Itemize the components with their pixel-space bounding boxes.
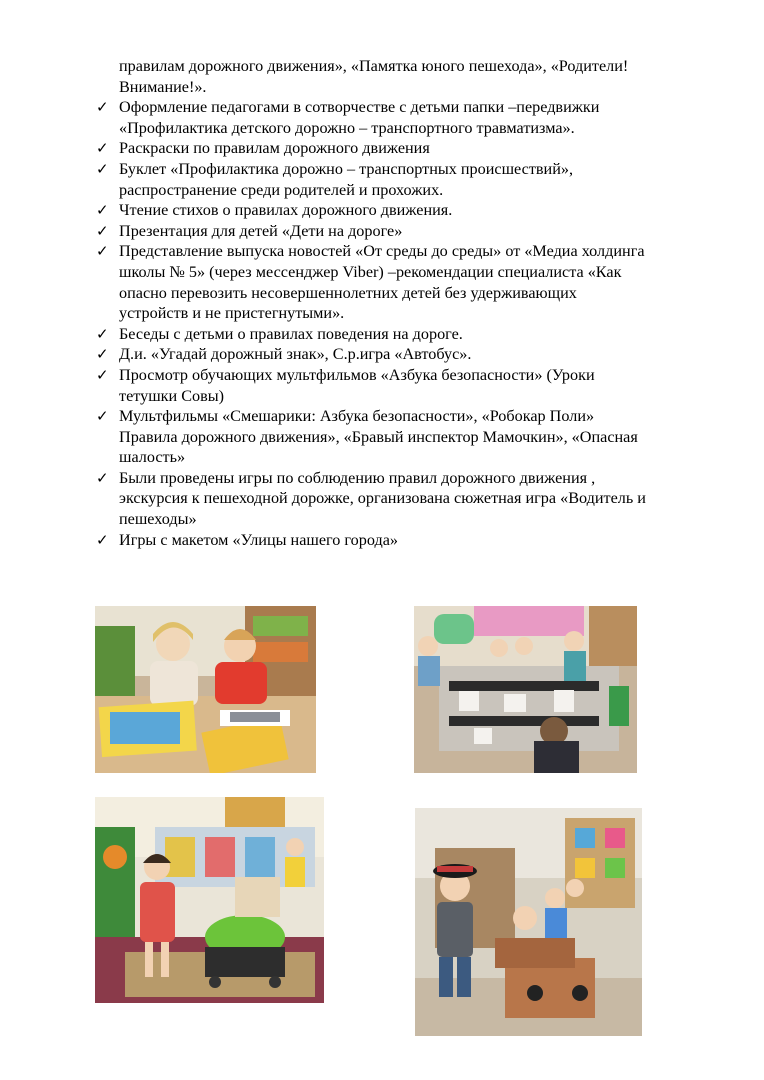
intro-continuation <box>96 56 736 97</box>
intro-line: Внимание!». <box>119 77 207 96</box>
checklist-item-line: шалость» <box>119 448 186 467</box>
checklist-item <box>96 530 736 551</box>
check-mark-icon: ✓ <box>96 159 109 178</box>
checklist-item <box>96 97 736 138</box>
checklist-item-line: Представление выпуска новостей «От среды до среды» от «Медиа холдинга <box>119 242 645 261</box>
checklist-item <box>96 221 736 242</box>
check-mark-icon: ✓ <box>96 221 109 240</box>
checklist-item-line: Были проведены игры по соблюдению правил дорожного движения , <box>119 468 596 487</box>
checklist-item <box>96 406 736 468</box>
checklist-item-line: Беседы с детьми о правилах поведения на дороге. <box>119 324 463 343</box>
checklist-item-line: Д.и. «Угадай дорожный знак», С.р.игра «Автобус». <box>119 345 472 364</box>
check-mark-icon: ✓ <box>96 345 109 364</box>
checklist-item <box>96 324 736 345</box>
photo-children-coloring-books <box>95 606 316 773</box>
check-mark-icon: ✓ <box>96 468 109 487</box>
checklist-item <box>96 241 736 323</box>
checklist-item-line: школы № 5» (через мессенджер Viber) –рекомендации специалиста «Как <box>119 262 622 281</box>
check-mark-icon: ✓ <box>96 242 109 261</box>
checklist-item <box>96 365 736 406</box>
check-mark-icon: ✓ <box>96 530 109 549</box>
checklist-item-line: «Профилактика детского дорожно – транспортного травматизма». <box>119 118 575 137</box>
check-mark-icon: ✓ <box>96 365 109 384</box>
checklist-item-line: распространение среди родителей и прохожих. <box>119 180 444 199</box>
checklist-item-line: устройств и не пристегнутыми». <box>119 304 345 323</box>
photo-children-driver-game <box>415 808 642 1036</box>
check-mark-icon: ✓ <box>96 324 109 343</box>
checklist-item <box>96 138 736 159</box>
checklist-item-line: Буклет «Профилактика дорожно – транспортных происшествий», <box>119 159 574 178</box>
checklist-item-line: Правила дорожного движения», «Бравый инспектор Мамочкин», «Опасная <box>119 427 638 446</box>
text-block <box>96 56 736 550</box>
checklist-item-line: пешеходы» <box>119 510 197 529</box>
check-mark-icon: ✓ <box>96 98 109 117</box>
checklist-item-line: Раскраски по правилам дорожного движения <box>119 139 430 158</box>
checklist-item <box>96 159 736 200</box>
checklist-item-line: Мультфильмы «Смешарики: Азбука безопасности», «Робокар Поли» <box>119 407 595 426</box>
checklist-item-line: Просмотр обучающих мультфильмов «Азбука безопасности» (Уроки <box>119 365 595 384</box>
check-mark-icon: ✓ <box>96 201 109 220</box>
photo-children-role-play-stroller <box>95 797 324 1003</box>
photo-children-city-model <box>414 606 637 773</box>
check-mark-icon: ✓ <box>96 139 109 158</box>
checklist-item <box>96 344 736 365</box>
checklist-item-line: Презентация для детей «Дети на дороге» <box>119 221 403 240</box>
intro-line: правилам дорожного движения», «Памятка юного пешехода», «Родители! <box>119 57 629 75</box>
checklist-item <box>96 200 736 221</box>
checklist-item-line: экскурсия к пешеходной дорожке, организована сюжетная игра «Водитель и <box>119 489 646 508</box>
activity-checklist <box>96 97 736 550</box>
checklist-item-line: опасно перевозить несовершеннолетних детей без удерживающих <box>119 283 577 302</box>
check-mark-icon: ✓ <box>96 407 109 426</box>
checklist-item-line: тетушки Совы) <box>119 386 225 405</box>
checklist-item <box>96 468 736 530</box>
checklist-item-line: Чтение стихов о правилах дорожного движения. <box>119 201 453 220</box>
checklist-item-line: Игры с макетом «Улицы нашего города» <box>119 530 398 549</box>
checklist-item-line: Оформление педагогами в сотворчестве с детьми папки –передвижки <box>119 98 600 117</box>
